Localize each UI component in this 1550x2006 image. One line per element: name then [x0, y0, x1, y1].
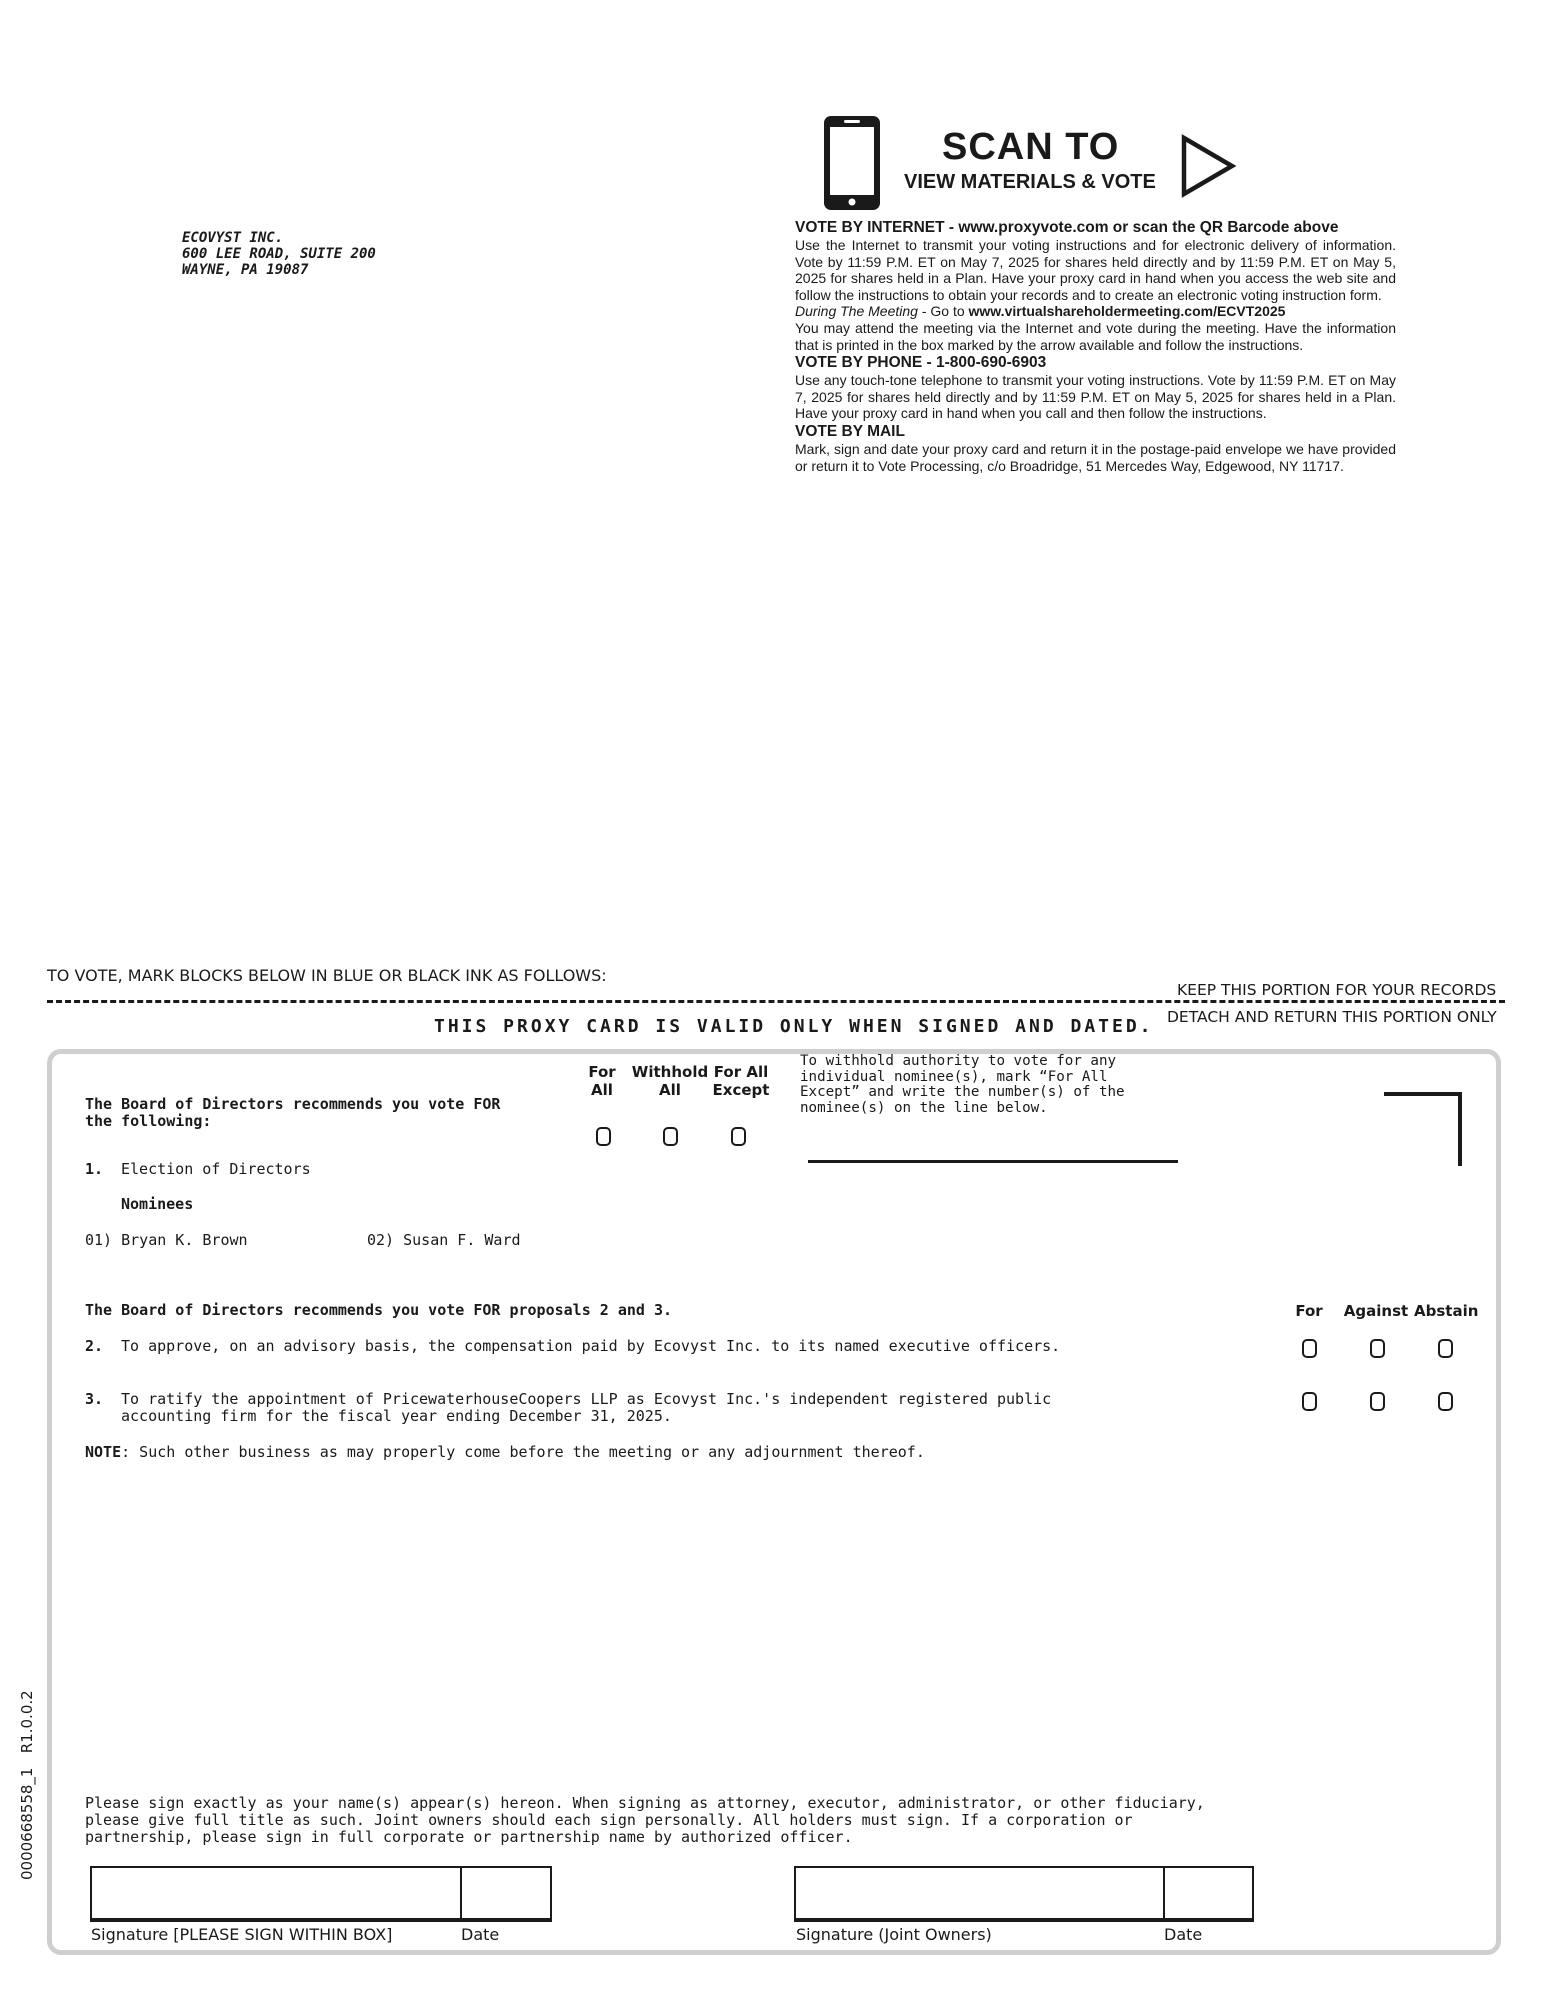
note-label: NOTE: [85, 1443, 122, 1461]
valid-notice: THIS PROXY CARD IS VALID ONLY WHEN SIGNED AND DATED.: [434, 1016, 1154, 1037]
withhold-line3: Except” and write the number(s) of the: [800, 1084, 1125, 1100]
board-rec-line1: The Board of Directors recommends you vote FOR: [85, 1095, 501, 1113]
tear-line: [47, 1000, 1505, 1003]
meeting-mid: - Go to: [917, 303, 969, 320]
note-line: [85, 1444, 925, 1461]
joint-signature-date-divider: [1163, 1866, 1165, 1920]
withhold-instructions: [800, 1054, 1172, 1116]
col-abstain: Abstain: [1414, 1302, 1479, 1320]
nominee-1: 01) Bryan K. Brown: [85, 1231, 248, 1249]
detach-portion-label: DETACH AND RETURN THIS PORTION ONLY: [1167, 1008, 1497, 1026]
col-withhold-all: [630, 1063, 710, 1099]
sign-line1: Please sign exactly as your name(s) appear(s) hereon. When signing as attorney, executor, administrator, or other fiduciary,: [85, 1794, 1205, 1812]
item1-num: [85, 1161, 103, 1178]
side-form-code: 0000668558_1 R1.0.0.2: [18, 1690, 36, 1880]
item2-text: To approve, on an advisory basis, the compensation paid by Ecovyst Inc. to its named executive officers.: [121, 1337, 1061, 1355]
checkbox-item3-for[interactable]: [1302, 1392, 1317, 1411]
mail-heading: VOTE BY MAIL: [795, 422, 905, 440]
col-for: For: [1295, 1302, 1323, 1320]
meeting-line: [795, 303, 1396, 320]
sign-line3: partnership, please sign in full corporate or partnership name by authorized officer.: [85, 1828, 853, 1846]
play-arrow-icon: [1180, 134, 1236, 198]
signing-instructions: [85, 1795, 1205, 1846]
item1-number: 1.: [85, 1160, 104, 1178]
board-rec-line2: the following:: [85, 1112, 212, 1130]
signature-box[interactable]: [90, 1866, 552, 1922]
item3-text: [121, 1391, 1051, 1425]
corner-mark: [1384, 1092, 1462, 1166]
scan-subtitle: VIEW MATERIALS & VOTE: [904, 171, 1156, 193]
to-vote-instruction: TO VOTE, MARK BLOCKS BELOW IN BLUE OR BLACK INK AS FOLLOWS:: [47, 966, 607, 985]
meeting-label: During The Meeting: [795, 303, 918, 320]
voting-instructions: [795, 218, 1396, 474]
meeting-url: www.virtualshareholdermeeting.com/ECVT2025: [968, 303, 1286, 320]
address-line1: 600 LEE ROAD, SUITE 200: [182, 246, 376, 262]
item3-line1: To ratify the appointment of PricewaterhouseCoopers LLP as Ecovyst Inc.'s independent registered public: [121, 1390, 1052, 1408]
withhold-line2: individual nominee(s), mark “For All: [800, 1068, 1108, 1085]
sign-line2: please give full title as such. Joint owners should each sign personally. All holders must sign. If a corporation or: [85, 1811, 1133, 1829]
internet-heading: VOTE BY INTERNET - www.proxyvote.com or scan the QR Barcode above: [795, 219, 1339, 236]
checkbox-for-all-except[interactable]: [731, 1127, 746, 1146]
joint-signature-label: Signature (Joint Owners): [796, 1925, 992, 1944]
col-for-all-line1: For: [588, 1063, 616, 1081]
col-withhold-line1: Withhold: [631, 1063, 709, 1081]
item2-number: 2.: [85, 1337, 104, 1355]
phone-heading: VOTE BY PHONE - 1-800-690-6903: [795, 354, 1047, 372]
company-address: [182, 230, 376, 278]
checkbox-item3-abstain[interactable]: [1438, 1392, 1453, 1411]
col-for-all-line2: All: [591, 1081, 613, 1099]
nominees-label: Nominees: [121, 1195, 194, 1213]
checkbox-item2-against[interactable]: [1370, 1339, 1385, 1358]
company-name: ECOVYST INC.: [182, 230, 284, 246]
col-withhold-line2: All: [659, 1081, 681, 1099]
checkbox-item3-against[interactable]: [1370, 1392, 1385, 1411]
item3-line2: accounting firm for the fiscal year ending December 31, 2025.: [121, 1407, 672, 1425]
withhold-line1: To withhold authority to vote for any: [800, 1053, 1117, 1069]
note-text: : Such other business as may properly come before the meeting or any adjournment thereof.: [121, 1443, 925, 1461]
phone-text: Use any touch-tone telephone to transmit your voting instructions. Vote by 11:59 P.M. ET on May 7, 2025 for shares held directly and by 11:59 P.M. ET on May 5, 2025 for shares held in a Plan. Have your proxy card in hand when you call and then follow the instructions.: [795, 372, 1396, 422]
internet-text: Use the Internet to transmit your voting instructions and for electronic delivery of information. Vote by 11:59 P.M. ET on May 7, 2025 for shares held directly and by 11:59 P.M. ET on May 5, 2025 for shares held in a Plan. Have your proxy card in hand when you access the web site and follow the instructions to obtain your records and to create an electronic voting instruction form.: [795, 237, 1396, 303]
item1-text: Election of Directors: [121, 1160, 311, 1178]
joint-signature-box[interactable]: [794, 1866, 1254, 1922]
checkbox-for-all[interactable]: [596, 1127, 611, 1146]
meeting-text: You may attend the meeting via the Internet and vote during the meeting. Have the information that is printed in the box marked by the arrow available and follow the instructions.: [795, 319, 1396, 353]
col-for-all-except: [711, 1063, 771, 1099]
mail-text: Mark, sign and date your proxy card and return it in the postage-paid envelope we have provided or return it to Vote Processing, c/o Broadridge, 51 Mercedes Way, Edgewood, NY 11717.: [795, 440, 1396, 474]
col-except-line1: For All: [713, 1063, 769, 1081]
withhold-line4: nominee(s) on the line below.: [800, 1099, 1048, 1116]
board-recommendation-1: [85, 1096, 500, 1130]
item3-number: 3.: [85, 1390, 104, 1408]
address-line2: WAYNE, PA 19087: [182, 262, 309, 278]
checkbox-item2-for[interactable]: [1302, 1339, 1317, 1358]
joint-date-label: Date: [1164, 1925, 1203, 1944]
checkbox-item2-abstain[interactable]: [1438, 1339, 1453, 1358]
phone-icon: [822, 114, 882, 212]
col-against: Against: [1343, 1302, 1409, 1320]
board-recommendation-2: The Board of Directors recommends you vote FOR proposals 2 and 3.: [85, 1301, 672, 1319]
keep-portion-label: KEEP THIS PORTION FOR YOUR RECORDS: [1177, 981, 1497, 999]
checkbox-withhold-all[interactable]: [663, 1127, 678, 1146]
col-for-all: [582, 1063, 622, 1099]
col-except-line2: Except: [712, 1081, 770, 1099]
scan-title: SCAN TO: [942, 126, 1120, 168]
signature-label: Signature [PLEASE SIGN WITHIN BOX]: [91, 1925, 393, 1944]
nominee-2: 02) Susan F. Ward: [367, 1231, 521, 1249]
signature-date-divider: [460, 1866, 462, 1920]
date-label: Date: [461, 1925, 500, 1944]
nominee-number-line[interactable]: [808, 1160, 1178, 1163]
